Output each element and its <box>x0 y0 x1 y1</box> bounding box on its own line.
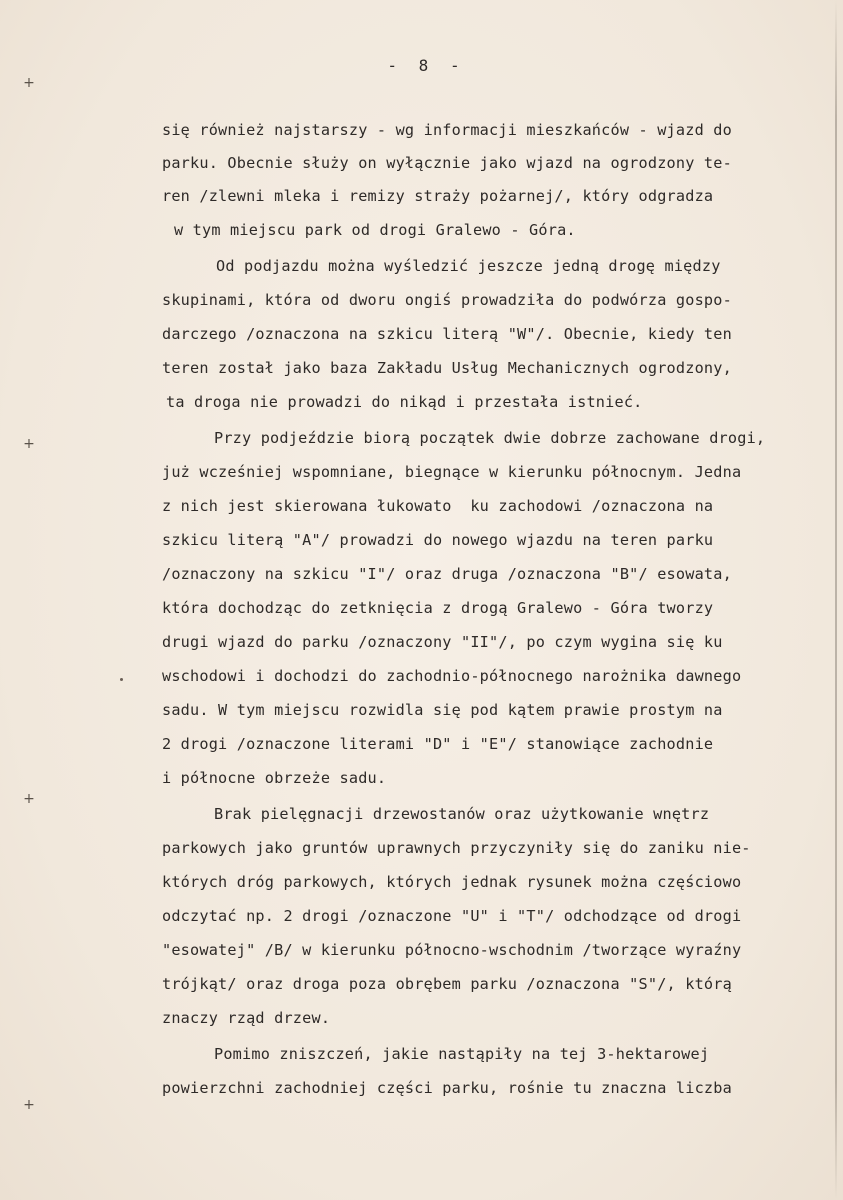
text-line: skupinami, która od dworu ongiś prowadziła do podwórza gospo- <box>162 291 732 309</box>
text-line: z nich jest skierowana łukowato ku zachodowi /oznaczona na <box>162 497 714 515</box>
text-line: sadu. W tym miejscu rozwidla się pod kątem prawie prostym na <box>162 701 723 719</box>
text-line: szkicu literą "A"/ prowadzi do nowego wjazdu na teren parku <box>162 531 714 549</box>
text-line: Pomimo zniszczeń, jakie nastąpiły na tej 3-hektarowej <box>214 1045 710 1063</box>
text-line: których dróg parkowych, których jednak rysunek można częściowo <box>162 873 742 891</box>
text-line: ta droga nie prowadzi do nikąd i przestała istnieć. <box>166 393 643 411</box>
punch-mark-icon: + <box>23 1097 35 1113</box>
text-line: darczego /oznaczona na szkicu literą "W"/. Obecnie, kiedy ten <box>162 325 732 343</box>
paper-speck <box>120 678 123 681</box>
text-line: /oznaczony na szkicu "I"/ oraz druga /oznaczona "B"/ esowata, <box>162 565 732 583</box>
text-line: "esowatej" /B/ w kierunku północno-wschodnim /tworzące wyraźny <box>162 941 742 959</box>
punch-mark-icon: + <box>23 75 35 91</box>
text-line: odczytać np. 2 drogi /oznaczone "U" i "T"/ odchodzące od drogi <box>162 907 742 925</box>
text-line: parku. Obecnie służy on wyłącznie jako wjazd na ogrodzony te- <box>162 154 732 172</box>
text-line: Brak pielęgnacji drzewostanów oraz użytkowanie wnętrz <box>214 805 710 823</box>
text-line: teren został jako baza Zakładu Usług Mechanicznych ogrodzony, <box>162 359 732 377</box>
text-line: w tym miejscu park od drogi Gralewo - Góra. <box>174 221 576 239</box>
text-line: wschodowi i dochodzi do zachodnio-północnego narożnika dawnego <box>162 667 742 685</box>
text-line: Przy podjeździe biorą początek dwie dobrze zachowane drogi, <box>214 429 766 447</box>
text-line: znaczy rząd drzew. <box>162 1009 331 1027</box>
page-number: - 8 - <box>387 56 466 75</box>
text-line: drugi wjazd do parku /oznaczony "II"/, po czym wygina się ku <box>162 633 723 651</box>
text-line: już wcześniej wspomniane, biegnące w kierunku północnym. Jedna <box>162 463 742 481</box>
text-line: ren /zlewni mleka i remizy straży pożarnej/, który odgradza <box>162 187 714 205</box>
text-line: się również najstarszy - wg informacji mieszkańców - wjazd do <box>162 121 732 139</box>
text-line: i północne obrzeże sadu. <box>162 769 387 787</box>
text-line: trójkąt/ oraz droga poza obrębem parku /oznaczona "S"/, którą <box>162 975 732 993</box>
text-line: powierzchni zachodniej części parku, rośnie tu znaczna liczba <box>162 1079 732 1097</box>
page-edge-shadow <box>835 0 837 1200</box>
text-line: 2 drogi /oznaczone literami "D" i "E"/ stanowiące zachodnie <box>162 735 714 753</box>
punch-mark-icon: + <box>23 436 35 452</box>
text-line: Od podjazdu można wyśledzić jeszcze jedną drogę między <box>216 257 721 275</box>
text-line: która dochodząc do zetknięcia z drogą Gralewo - Góra tworzy <box>162 599 714 617</box>
text-line: parkowych jako gruntów uprawnych przyczyniły się do zaniku nie- <box>162 839 751 857</box>
punch-mark-icon: + <box>23 791 35 807</box>
